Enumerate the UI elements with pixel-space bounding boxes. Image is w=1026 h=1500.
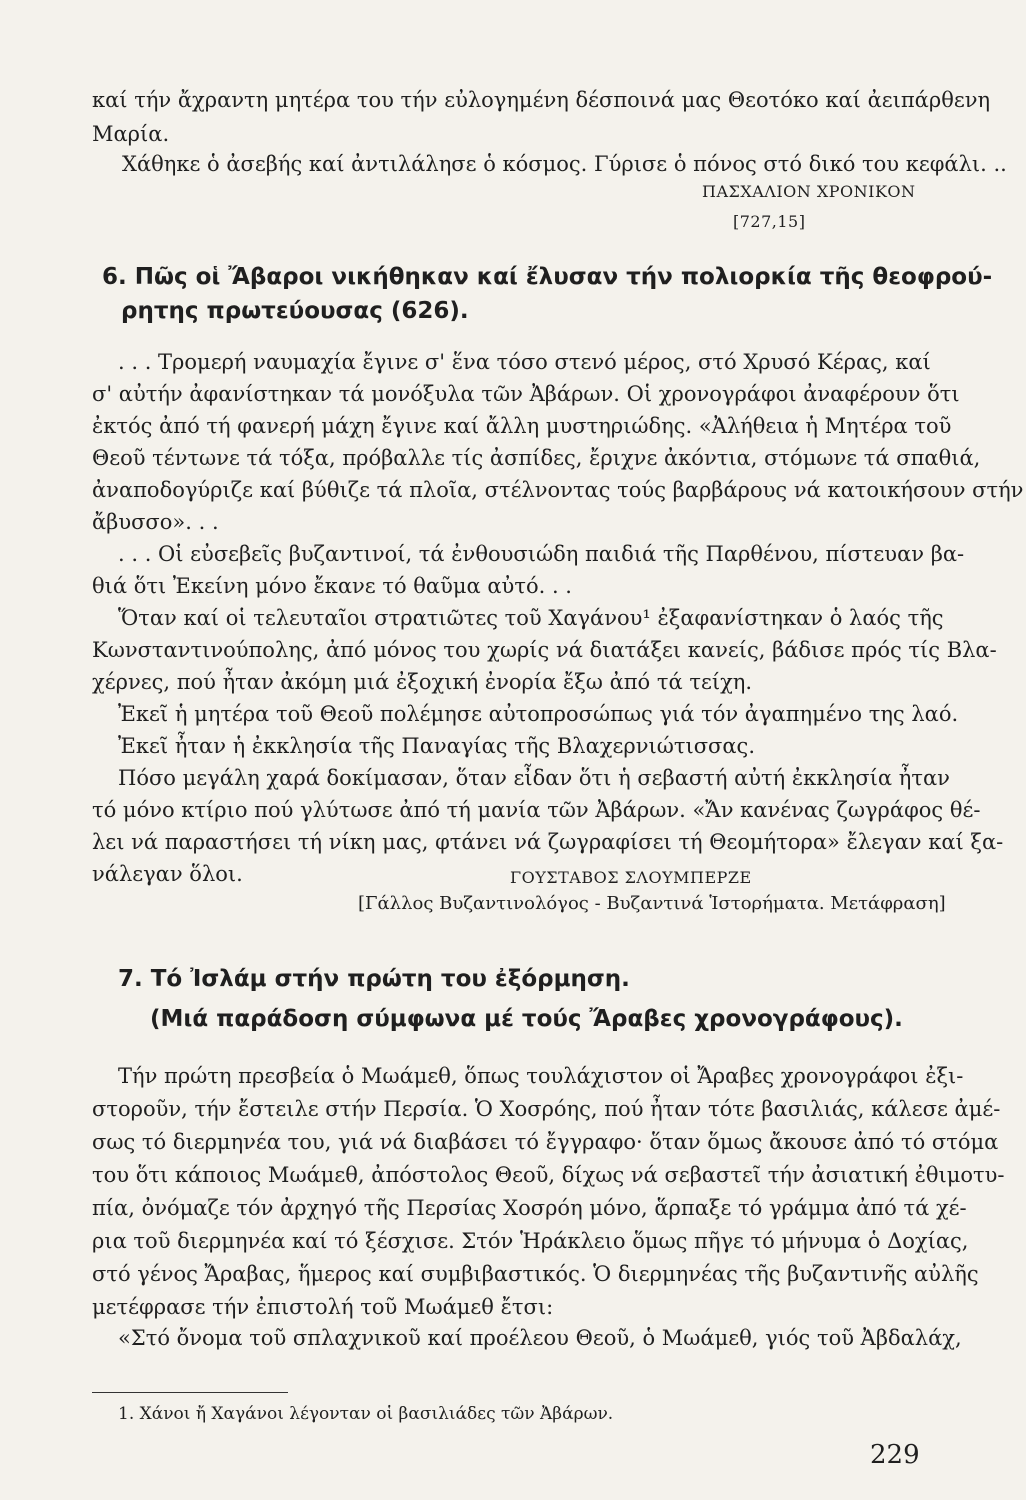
text-line: Ὅταν καί οἱ τελευταῖοι στρατιῶτες τοῦ Χαγάνου¹ ἐξαφανίστηκαν ὁ λαός τῆς <box>118 606 944 630</box>
text-line: Τήν πρώτη πρεσβεία ὁ Μωάμεθ, ὅπως τουλάχιστον οἱ Ἄραβες χρονογράφοι ἐξι- <box>118 1064 964 1088</box>
text-line: . . . Οἱ εὐσεβεῖς βυζαντινοί, τά ἐνθουσιώδη παιδιά τῆς Παρθένου, πίστευαν βα- <box>118 542 965 566</box>
source-note: [Γάλλος Βυζαντινολόγος - Βυζαντινά Ἱστορήματα. Μετάφραση] <box>358 893 946 914</box>
text-line: πία, ὀνόμαζε τόν ἀρχηγό τῆς Περσίας Χοσρόη μόνο, ἅρπαξε τό γράμμα ἀπό τά χέ- <box>92 1196 967 1220</box>
text-line: Χάθηκε ὁ ἀσεβής καί ἀντιλάλησε ὁ κόσμος. Γύρισε ὁ πόνος στό δικό του κεφάλι. .. <box>122 152 1007 176</box>
section-6-heading-line2: ρητης πρωτεύουσας (626). <box>121 298 469 324</box>
text-line: στό γένος Ἄραβας, ἥμερος καί συμβιβαστικός. Ὁ διερμηνέας τῆς βυζαντινῆς αὐλῆς <box>92 1262 979 1286</box>
footnote: 1. Χάνοι ἤ Χαγάνοι λέγονταν οἱ βασιλιάδες τῶν Ἀβάρων. <box>118 1404 614 1424</box>
text-line: λει νά παραστήσει τή νίκη μας, φτάνει νά ζωγραφίσει τή Θεομήτορα» ἔλεγαν καί ξα- <box>92 830 1004 854</box>
text-line: τό μόνο κτίριο πού γλύτωσε ἀπό τή μανία τῶν Ἀβάρων. «Ἄν κανένας ζωγράφος θέ- <box>92 798 981 822</box>
text-line: Θεοῦ τέντωνε τά τόξα, πρόβαλλε τίς ἀσπίδες, ἔριχνε ἀκόντια, στόμωνε τά σπαθιά, <box>92 446 981 470</box>
source-name: ΓΟΥΣΤΑΒΟΣ ΣΛΟΥΜΠΕΡΖΕ <box>510 868 752 887</box>
text-line: . . . Τρομερή ναυμαχία ἔγινε σ' ἕνα τόσο στενό μέρος, στό Χρυσό Κέρας, καί <box>118 350 931 374</box>
text-line: μετέφρασε τήν ἐπιστολή τοῦ Μωάμεθ ἔτσι: <box>92 1295 554 1319</box>
text-line: Κωνσταντινούπολης, ἀπό μόνος του χωρίς νά διατάξει κανείς, βάδισε πρός τίς Βλα- <box>92 638 997 662</box>
text-line: ἄβυσσο». . . <box>92 510 219 534</box>
text-line: στοροῦν, τήν ἔστειλε στήν Περσία. Ὁ Χοσρόης, πού ἦταν τότε βασιλιάς, κάλεσε ἀμέ- <box>92 1097 1001 1121</box>
text-line: του ὅτι κάποιος Μωάμεθ, ἀπόστολος Θεοῦ, δίχως νά σεβαστεῖ τήν ἀσιατική ἐθιμοτυ- <box>92 1163 1005 1187</box>
text-line: σως τό διερμηνέα του, γιά νά διαβάσει τό ἔγγραφο· ὅταν ὅμως ἄκουσε ἀπό τό στόμα <box>92 1130 999 1154</box>
text-line: θιά ὅτι Ἐκείνη μόνο ἔκανε τό θαῦμα αὐτό. . . <box>92 574 572 598</box>
source-ref: [727,15] <box>733 212 806 231</box>
section-7-heading-line1: 7. Τό Ἰσλάμ στήν πρώτη του ἐξόρμηση. <box>118 966 630 992</box>
text-line: Μαρία. <box>92 122 170 146</box>
section-6-heading-line1: 6. Πῶς οἱ Ἄβαροι νικήθηκαν καί ἔλυσαν τήν πολιορκία τῆς θεοφρού- <box>102 264 993 290</box>
section-7-heading-line2: (Μιά παράδοση σύμφωνα μέ τούς Ἄραβες χρονογράφους). <box>150 1006 903 1032</box>
text-line: σ' αὐτήν ἀφανίστηκαν τά μονόξυλα τῶν Ἀβάρων. Οἱ χρονογράφοι ἀναφέρουν ὅτι <box>92 382 960 406</box>
text-line: καί τήν ἄχραντη μητέρα του τήν εὐλογημένη δέσποινά μας Θεοτόκο καί ἀειπάρθενη <box>92 88 991 112</box>
text-line: Πόσο μεγάλη χαρά δοκίμασαν, ὅταν εἶδαν ὅτι ἡ σεβαστή αὐτή ἐκκλησία ἦταν <box>118 766 950 790</box>
source-name: ΠΑΣΧΑΛΙΟΝ ΧΡΟΝΙΚΟΝ <box>702 182 916 201</box>
text-line: Ἐκεῖ ἡ μητέρα τοῦ Θεοῦ πολέμησε αὐτοπροσώπως γιά τόν ἀγαπημένο της λαό. <box>118 702 959 726</box>
page-number: 229 <box>870 1440 920 1470</box>
text-line: «Στό ὄνομα τοῦ σπλαχνικοῦ καί προέλεου Θεοῦ, ὁ Μωάμεθ, γιός τοῦ Ἀβδαλάχ, <box>118 1326 962 1350</box>
footnote-rule <box>92 1392 288 1393</box>
text-line: ρια τοῦ διερμηνέα καί τό ξέσχισε. Στόν Ἡράκλειο ὅμως πῆγε τό μήνυμα ὁ Δοχίας, <box>92 1229 969 1253</box>
text-line: ἀναποδογύριζε καί βύθιζε τά πλοῖα, στέλνοντας τούς βαρβάρους νά κατοικήσουν στήν <box>92 478 1024 502</box>
text-line: χέρνες, πού ἦταν ἀκόμη μιά ἐξοχική ἐνορία ἔξω ἀπό τά τείχη. <box>92 670 753 694</box>
text-line: Ἐκεῖ ἦταν ἡ ἐκκλησία τῆς Παναγίας τῆς Βλαχερνιώτισσας. <box>118 734 755 758</box>
text-line: ἐκτός ἀπό τή φανερή μάχη ἔγινε καί ἄλλη μυστηριώδης. «Ἀλήθεια ἡ Μητέρα τοῦ <box>92 414 952 438</box>
text-line: νάλεγαν ὅλοι. <box>92 862 243 886</box>
